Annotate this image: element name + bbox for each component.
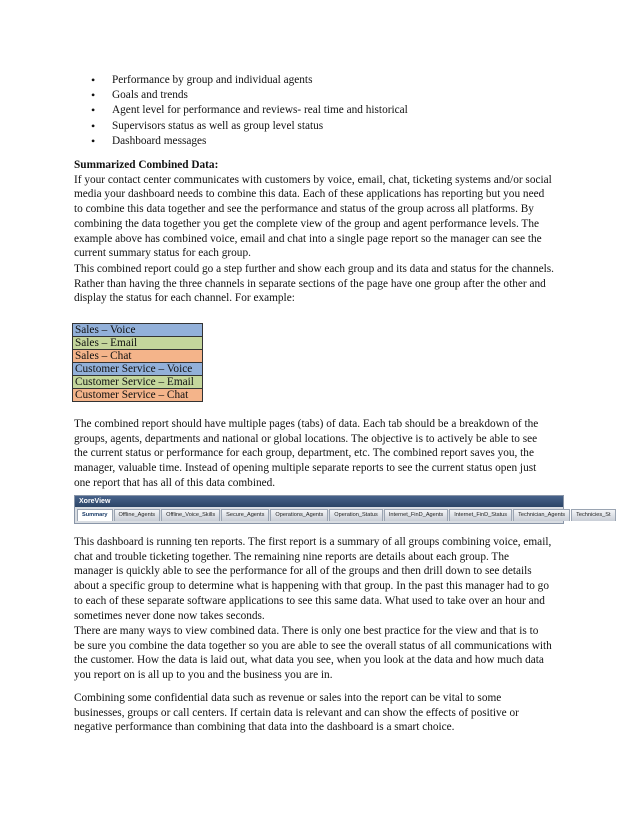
bullet-icon: • [91,73,96,87]
section-heading: Summarized Combined Data: [74,159,219,171]
channel-cell: Customer Service – Voice [73,363,203,376]
table-row [73,350,203,363]
channel-cell: Customer Service – Chat [73,389,203,402]
channel-cell: Sales – Voice [73,324,203,337]
tab-technicies-status[interactable]: Technicies_St [571,509,616,521]
channel-cell: Customer Service – Email [73,376,203,389]
text-line: one report that has all of this data combined. [74,476,276,489]
text-line: about a specific group to determine what is happening with that group. In the past this manager had to go [74,580,549,593]
text-line: The combined report should have multiple pages (tabs) of data. Each tab should be a breakdown of the [74,418,539,430]
text-line: the current status or performance for each group, department, etc. The combined report saves you, the [74,447,534,460]
tab-operation-status[interactable]: Operation_Status [329,509,383,521]
paragraph-dashboard-reports [74,535,566,623]
list-item: • Dashboard messages [91,133,207,148]
text-line: Combining some confidential data such as revenue or sales into the report can be vital to some [74,692,502,704]
channel-status-table [72,323,203,402]
tab-operations-agents[interactable]: Operations_Agents [270,509,328,521]
text-line: Rather than having the three channels in separate sections of the page have one group after the other and [74,277,546,290]
text-line: This combined report could go a step further and show each group and its data and status for the channels. [74,263,554,275]
channel-cell: Sales – Chat [73,350,203,363]
text-line: you report on is all up to you and the business you are in. [74,669,333,682]
feature-bullet-list [74,73,408,149]
text-line: be sure you combine the data together so you are able to see the overall status of all communications with [74,639,552,652]
bullet-icon: • [91,118,96,133]
table-row [73,363,203,376]
summarized-section [74,158,566,261]
text-line: current summary status for each group. [74,247,251,260]
table-row [73,324,203,337]
paragraph-channels-intro [74,262,566,306]
list-item: • Goals and trends [91,88,188,103]
paragraph-tabs [74,417,566,491]
bullet-icon: • [91,133,96,148]
paragraph-confidential-data [74,691,566,735]
tab-technician-agents[interactable]: Technician_Agents [513,509,570,521]
table-row [73,337,203,350]
app-title-bar: XoreView [75,496,563,507]
text-line: negative performance than combining that data into the dashboard is a smart choice. [74,721,455,734]
text-line: sometimes never done now takes seconds. [74,609,265,622]
text-line: the customer. How the data is laid out, what data you see, when you look at the data and how much data [74,654,544,667]
tab-offline-voice-skills[interactable]: Offline_Voice_Skills [161,509,220,521]
text-line: This dashboard is running ten reports. The first report is a summary of all groups combining voice, email, [74,536,552,548]
text-line: There are many ways to view combined data. There is only one best practice for the view and that is to [74,625,539,637]
text-line: groups, agents, departments and national or global locations. The objective is to actively be able to see [74,432,538,445]
text-line: manager, valuable time. Instead of opening multiple separate reports to see the current status open just [74,462,537,475]
text-line: example above has combined voice, email and chat into a single page report so the manager can see the [74,232,542,245]
text-line: media your dashboard needs to combine this data. Each of these applications has reporting but you need [74,188,545,201]
dashboard-tab-strip [75,507,611,521]
tab-secure-agents[interactable]: Secure_Agents [221,509,269,521]
text-line: chat and trouble ticketing together. The remaining nine reports are details about each group. The [74,550,509,563]
paragraph-best-practice [74,624,566,683]
text-line: If your contact center communicates with customers by voice, email, chat, ticketing systems and/or social [74,173,552,186]
tab-internet-find-status[interactable]: Internet_FinD_Status [449,509,512,521]
tab-summary[interactable]: Summary [77,509,113,521]
text-line: businesses, groups or call centers. If certain data is relevant and can show the effects of positive or [74,706,519,719]
xoreview-dashboard-screenshot [74,495,611,524]
tab-offline-agents[interactable]: Offline_Agents [114,509,161,521]
list-item: • Supervisors status as well as group level status [91,118,324,133]
text-line: to combine this data together and see the performance and status of the group across all platforms. By [74,203,534,216]
tab-internet-find-agents[interactable]: Internet_FinD_Agents [384,509,448,521]
table-row [73,389,203,402]
text-line: to each of these separate software applications to see this same data. What used to take over an hour and [74,594,545,607]
text-line: combining the data together you get the complete view of the group and agent performance levels. The [74,217,539,230]
text-line: display the status for each channel. For example: [74,292,295,305]
text-line: manager is quickly able to see the performance for all of the groups and then drill down to see details [74,565,532,578]
channel-cell: Sales – Email [73,337,203,350]
list-item: • Performance by group and individual agents [91,73,313,87]
bullet-icon: • [91,88,96,103]
list-item: • Agent level for performance and reviews- real time and historical [91,103,408,118]
bullet-icon: • [91,103,96,118]
table-row [73,376,203,389]
